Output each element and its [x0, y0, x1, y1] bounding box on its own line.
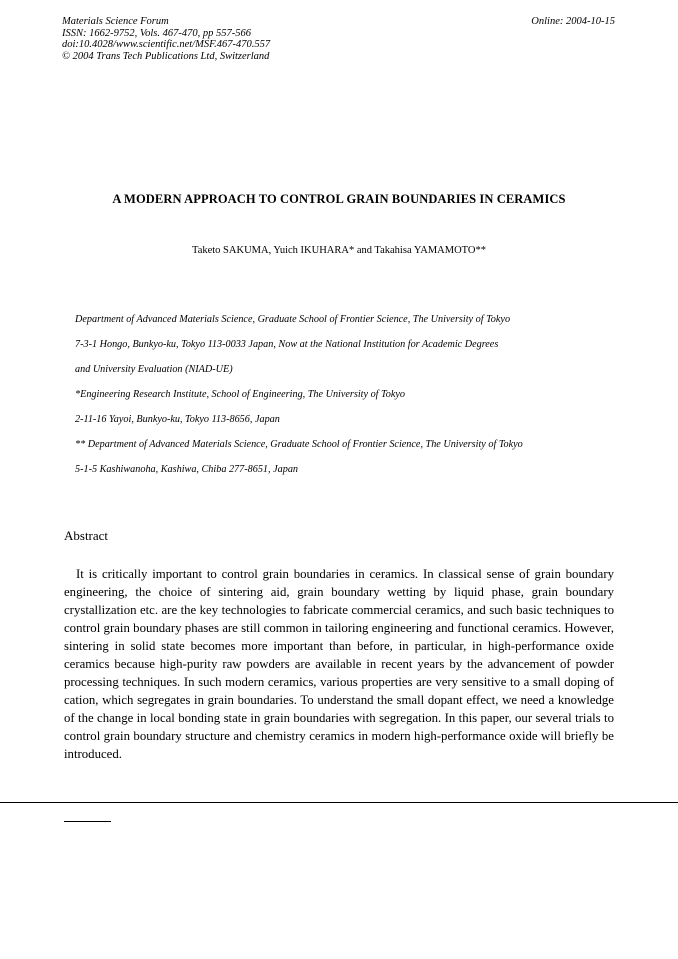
- doi-line: doi:10.4028/www.scientific.net/MSF.467-470.557: [62, 39, 271, 50]
- journal-name: Materials Science Forum: [62, 16, 169, 27]
- copyright-line: © 2004 Trans Tech Publications Ltd, Switzerland: [62, 50, 270, 62]
- affiliation-line: and University Evaluation (NIAD-UE): [75, 364, 233, 375]
- footnote-rule: [64, 821, 111, 822]
- online-date: Online: 2004-10-15: [531, 16, 615, 27]
- affiliation-block: [75, 313, 523, 488]
- page-divider: [0, 802, 678, 803]
- author-list: Taketo SAKUMA, Yuich IKUHARA* and Takahisa YAMAMOTO**: [192, 245, 486, 256]
- affiliation-line: *Engineering Research Institute, School of Engineering, The University of Tokyo: [75, 389, 405, 400]
- affiliation-line: 5-1-5 Kashiwanoha, Kashiwa, Chiba 277-8651, Japan: [75, 464, 299, 475]
- issn-line: ISSN: 1662-9752, Vols. 467-470, pp 557-566: [62, 27, 251, 39]
- publication-header: [62, 16, 270, 62]
- affiliation-line: 2-11-16 Yayoi, Bunkyo-ku, Tokyo 113-8656, Japan: [75, 414, 280, 425]
- affiliation-line: 7-3-1 Hongo, Bunkyo-ku, Tokyo 113-0033 Japan, Now at the National Institution for Academic Degrees: [75, 339, 499, 350]
- affiliation-line: Department of Advanced Materials Science, Graduate School of Frontier Science, The University of Tokyo: [75, 314, 511, 325]
- paper-title: A MODERN APPROACH TO CONTROL GRAIN BOUNDARIES IN CERAMICS: [112, 192, 566, 206]
- abstract-heading: Abstract: [64, 528, 109, 543]
- abstract-paragraph: It is critically important to control grain boundaries in ceramics. In classical sense of grain boundary engineering, the choice of sintering aid, grain boundary wetting by liquid phase, grain boundary crystallization etc. are the key technologies to fabricate commercial ceramics, and such basic techniques to control grain boundary phases are still common in tailoring engineering and functional ceramics. However, sintering in solid state becomes more important than before, in particular, in high-performance oxide ceramics because high-purity raw powders are available in recent years by the advancement of powder processing techniques. In such modern ceramics, various properties are very sensitive to a small doping of cation, which segregates in grain boundaries. To understand the small dopant effect, we need a knowledge of the change in local bonding state in grain boundaries with segregation. In this paper, our several trials to control grain boundary structure and chemistry ceramics in modern high-performance oxide will briefly be introduced.: [64, 567, 614, 762]
- affiliation-line: ** Department of Advanced Materials Science, Graduate School of Frontier Science, The University of Tokyo: [75, 439, 523, 450]
